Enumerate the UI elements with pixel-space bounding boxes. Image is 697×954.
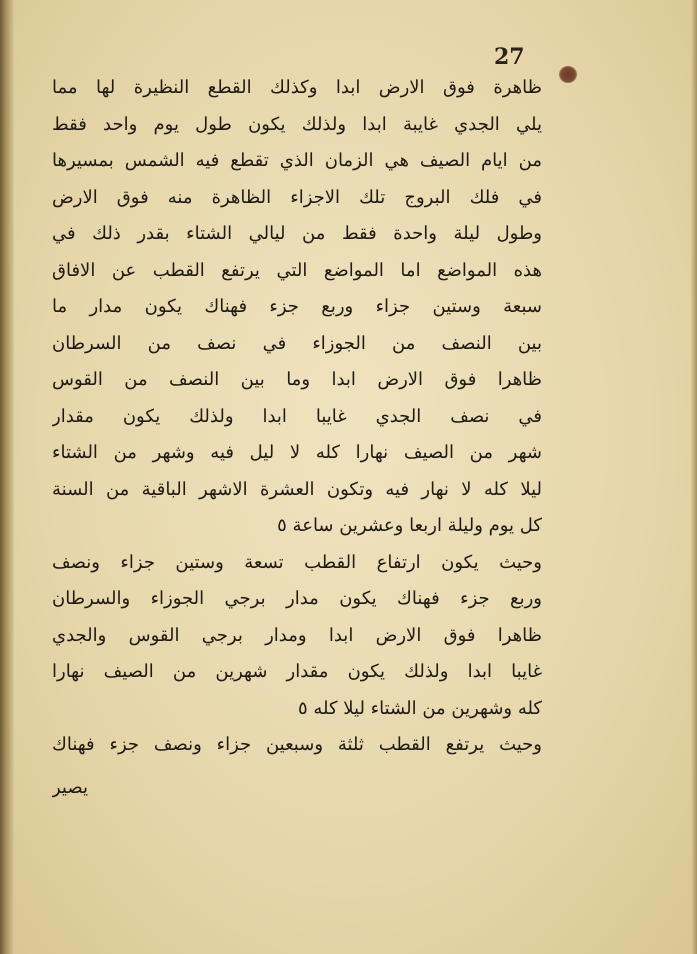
text-line-4: في فلك البروج تلك الاجزاء الظاهرة منه فوق الارض <box>52 186 542 208</box>
text-line-12: ليلا كله لا نهار فيه وتكون العشرة الاشهر الباقية من السنة <box>52 478 542 500</box>
catchword: يصير <box>52 776 88 798</box>
text-line-18: كله وشهرين من الشتاء ليلا كله ٥ <box>298 697 542 719</box>
text-line-9: ظاهرا فوق الارض ابدا وما بين النصف من القوس <box>52 369 542 390</box>
text-line-10: في نصف الجدي غايبا ابدا ولذلك يكون مقدار <box>52 405 542 427</box>
text-line-11: شهر من الصيف نهارا كله لا ليل فيه وشهر من الشتاء <box>52 442 542 463</box>
text-line-16: ظاهرا فوق الارض ابدا ومدار برجي القوس والجدي <box>52 624 542 646</box>
text-line-3: من ايام الصيف هي الزمان الذي تقطع فيه الشمس بمسيرها <box>52 150 542 171</box>
text-line-7: سبعة وستين جزاء وربع جزء فهناك يكون مدار ما <box>52 296 542 317</box>
text-line-2: يلي الجدي غايبة ابدا ولذلك يكون طول يوم واحد فقط <box>52 113 542 135</box>
text-line-14: وحيث يكون ارتفاع القطب تسعة وستين جزاء ونصف <box>52 551 542 573</box>
page-binding-edge <box>0 0 14 954</box>
text-line-1: ظاهرة فوق الارض ابدا وكذلك القطع النظيرة لها مما <box>52 77 542 98</box>
text-line-6: هذه المواضع اما المواضع التي يرتفع القطب عن الافاق <box>52 259 542 281</box>
text-line-5: وطول ليلة واحدة فقط من ليالي الشتاء بقدر ذلك في <box>52 223 542 244</box>
page-outer-edge <box>691 0 697 954</box>
ink-stain <box>559 66 577 83</box>
page-number: 27 <box>494 44 525 70</box>
text-line-19: وحيث يرتفع القطب ثلثة وسبعين جزاء ونصف جزء فهناك <box>52 734 542 755</box>
arabic-text-block <box>52 70 542 806</box>
text-line-8: بين النصف من الجوزاء في نصف من السرطان <box>52 332 542 354</box>
text-line-17: غايبا ابدا ولذلك يكون مقدار شهرين من الصيف نهارا <box>52 661 542 682</box>
text-line-15: وربع جزء فهناك يكون مدار برجي الجوزاء والسرطان <box>52 588 542 609</box>
text-line-13: كل يوم وليلة اربعا وعشرين ساعة ٥ <box>277 515 542 536</box>
